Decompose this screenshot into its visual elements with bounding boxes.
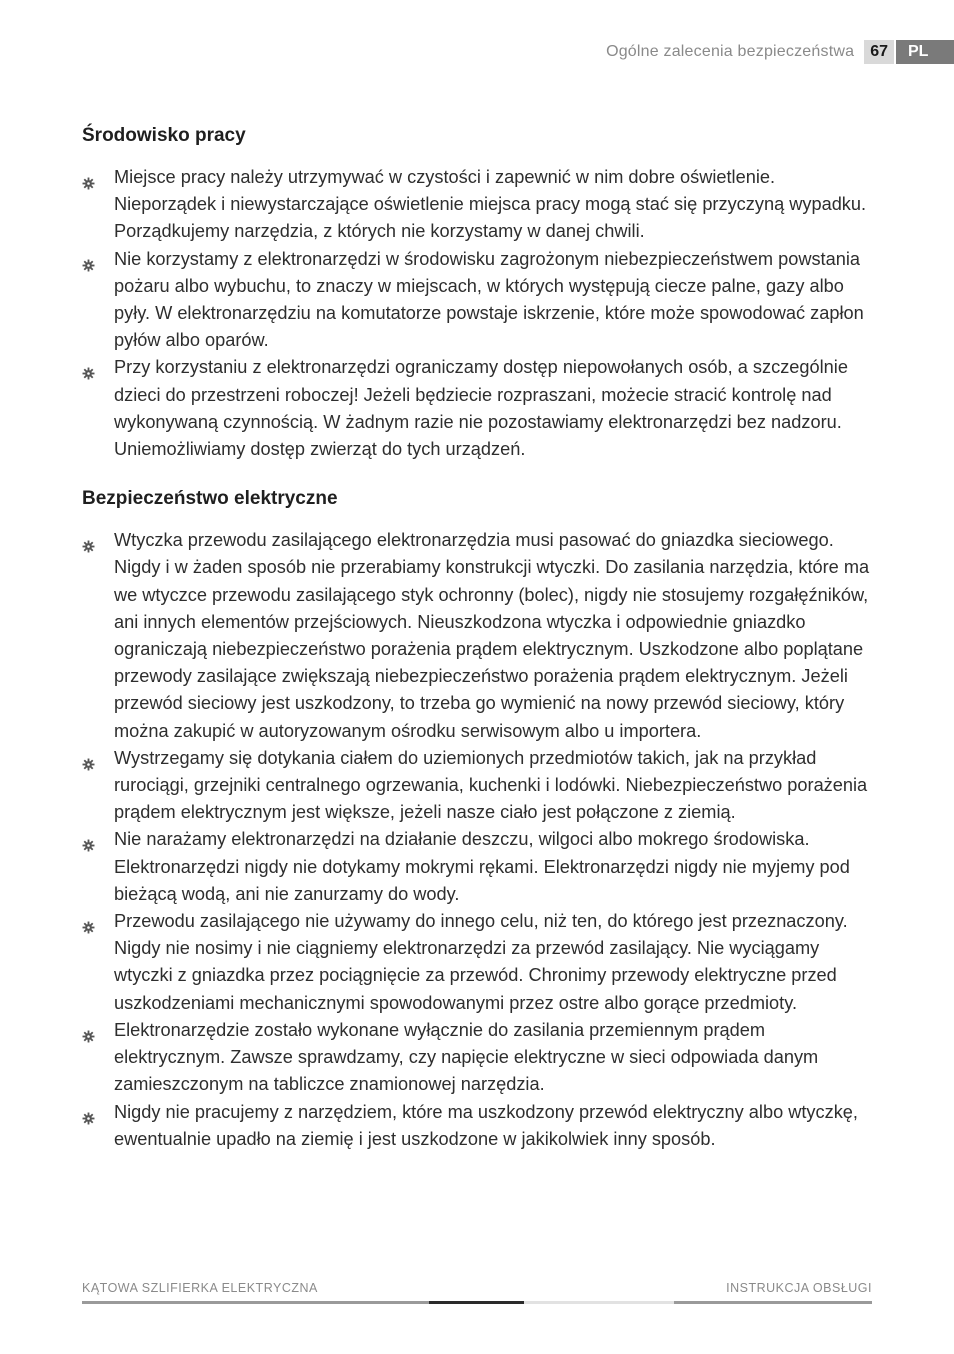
footer-document-type: INSTRUKCJA OBSŁUGI (726, 1281, 872, 1295)
list-item-text: Nie korzystamy z elektronarzędzi w środowisku zagrożonym niebezpieczeństwem powstania pożaru albo wybuchu, to znaczy w miejscach, w których występują ciecze palne, gazy albo pyły. W elektronarzędziu na komutatorze powstaje iskrzenie, które może spowodować zapłon pyłów albo oparów. (114, 248, 864, 351)
list-item-text: Nigdy nie pracujemy z narzędziem, które ma uszkodzony przewód elektryczny albo wtyczkę, ewentualnie upadło na ziemię i jest uszkodzone w jakikolwiek inny sposób. (114, 1101, 858, 1149)
list-item (82, 1099, 874, 1153)
footer-divider-segment (429, 1301, 524, 1304)
gear-bullet-icon (82, 171, 95, 184)
gear-bullet-icon (82, 1106, 95, 1119)
bullet-list (82, 527, 874, 1153)
list-item (82, 527, 874, 745)
list-item (82, 745, 874, 827)
footer-divider-segment (674, 1301, 872, 1304)
footer-divider-segment (82, 1301, 429, 1304)
list-item-text: Wystrzegamy się dotykania ciałem do uziemionych przedmiotów takich, jak na przykład rurociągi, grzejniki centralnego ogrzewania, kuchenki i lodówki. Niebezpieczeństwo porażenia prądem elektrycznym jest większe, jeżeli nasze ciało jest połączone z ziemią. (114, 747, 868, 823)
list-item (82, 164, 874, 246)
section-heading: Środowisko pracy (82, 125, 246, 146)
list-item-text: Przy korzystaniu z elektronarzędzi ograniczamy dostęp niepowołanych osób, a szczególnie dzieci do przestrzeni roboczej! Jeżeli będziecie rozpraszani, możecie stracić kontrolę nad wykonywaną czynnością. W żadnym razie nie pozostawiamy elektronarzędzi bez nadzoru. Uniemożliwiamy dostęp zwierząt do tych urządzeń. (114, 357, 848, 460)
gear-bullet-icon (82, 833, 95, 846)
list-item (82, 246, 874, 355)
header-title: Ogólne zalecenia bezpieczeństwa (606, 43, 855, 60)
list-item-text: Wtyczka przewodu zasilającego elektronarzędzia musi pasować do gniazdka sieciowego. Nigdy i w żaden sposób nie przerabiamy konstrukcji wtyczki. Do zasilania narzędzia, które ma we wtyczce przewodu zasilającego styk ochronny (bolec), nigdy nie stosujemy rozgałęźników, ani innych elementów przejściowych. Nieuszkodzona wtyczka i odpowiednie gniazdko ograniczają niebezpieczeństwo porażenia prądem elektrycznym. Uszkodzone albo poplątane przewody zasilające zwiększają niebezpieczeństwo porażenia prądem elektrycznym. Jeżeli przewód sieciowy jest uszkodzony, to trzeba go wymienić na nowy przewód sieciowy, który można zakupić w autoryzowanym ośrodku serwisowym albo u importera. (114, 530, 870, 741)
list-item-text: Elektronarzędzie zostało wykonane wyłącznie do zasilania przemiennym prądem elektrycznym. Zawsze sprawdzamy, czy napięcie elektryczne w sieci odpowiada danym zamieszczonym na tabliczce znamionowej narzędzia. (114, 1019, 819, 1095)
page-number: 67 (864, 40, 894, 64)
language-badge: PL (896, 40, 954, 64)
list-item (82, 354, 874, 463)
footer-divider-segment (524, 1301, 674, 1304)
list-item (82, 1017, 874, 1099)
list-item (82, 826, 874, 908)
list-item-text: Miejsce pracy należy utrzymywać w czystości i zapewnić w nim dobre oświetlenie. Nieporządek i niewystarczające oświetlenie miejsca pracy mogą stać się przyczyną wypadku. Porządkujemy narzędzia, z których nie korzystamy w danej chwili. (114, 167, 867, 242)
list-item (82, 908, 874, 1017)
page-header (606, 40, 954, 64)
gear-bullet-icon (82, 752, 95, 765)
gear-bullet-icon (82, 253, 95, 266)
footer-product-name: KĄTOWA SZLIFIERKA ELEKTRYCZNA (82, 1281, 318, 1295)
section-work-environment (82, 122, 874, 463)
list-item-text: Nie narażamy elektronarzędzi na działanie deszczu, wilgoci albo mokrego środowiska. Elektronarzędzi nigdy nie dotykamy mokrymi rękami. Elektronarzędzi nigdy nie myjemy pod bieżącą wodą, ani nie zanurzamy do wody. (114, 829, 850, 904)
page-content (82, 122, 874, 1153)
list-item-text: Przewodu zasilającego nie używamy do innego celu, niż ten, do którego jest przeznaczony. Nigdy nie nosimy i nie ciągniemy elektronarzędzi za przewód zasilający. Nie wyciągamy wtyczki z gniazdka przez pociągnięcie za przewód. Chronimy przewody elektryczne przed uszkodzeniami mechanicznymi spowodowanymi przez ostre albo gorące przedmioty. (114, 911, 848, 1013)
gear-bullet-icon (82, 361, 95, 374)
section-heading: Bezpieczeństwo elektryczne (82, 488, 338, 510)
gear-bullet-icon (82, 915, 95, 928)
bullet-list (82, 164, 874, 463)
section-electrical-safety (82, 485, 874, 1153)
gear-bullet-icon (82, 1024, 95, 1037)
gear-bullet-icon (82, 534, 95, 547)
